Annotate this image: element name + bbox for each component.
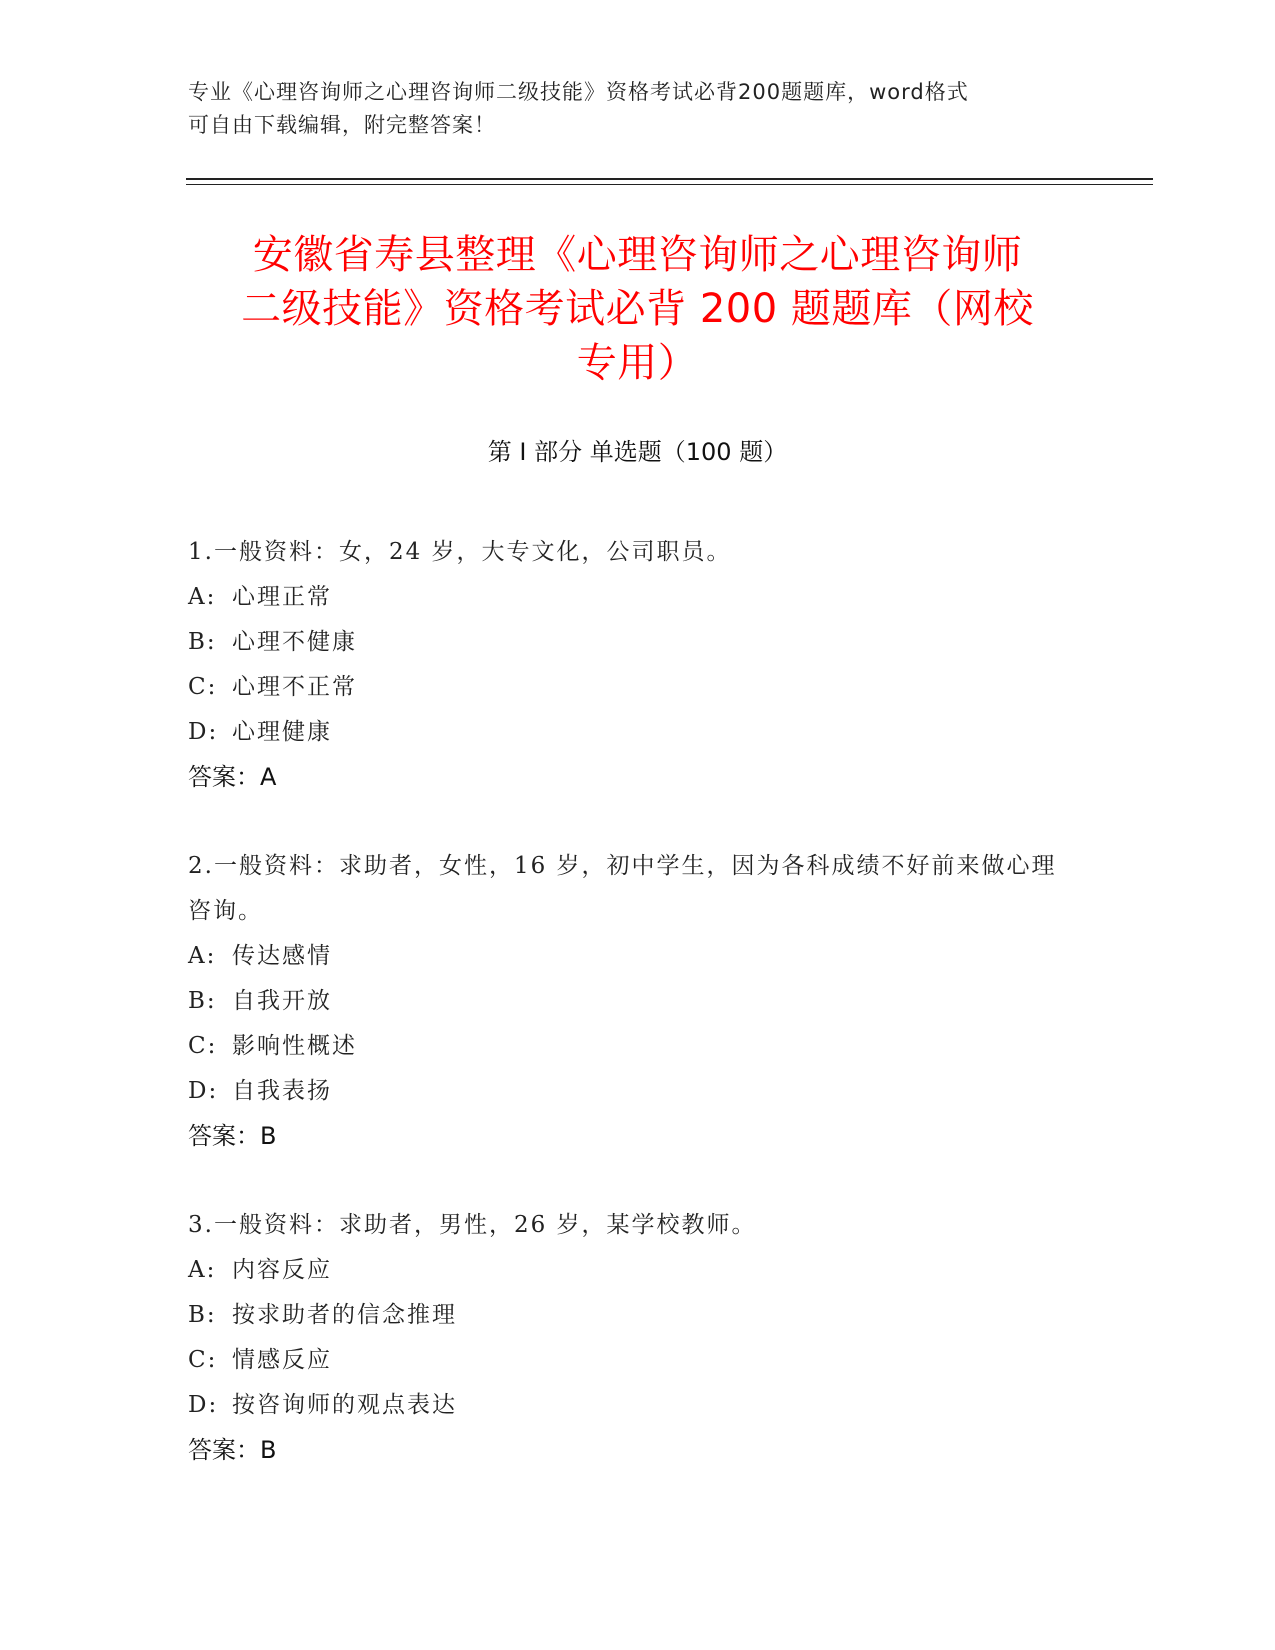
option-a [188,934,1078,979]
answer-line: 答案：B [188,1436,277,1464]
header-note-line-2: 可自由下载编辑，附完整答案！ [188,113,496,137]
question-stem: 2.一般资料：求助者，女性，16 岁，初中学生，因为各科成绩不好前来做心理咨询。 [188,853,1057,924]
question-item [188,530,1078,800]
question-list [188,530,1078,1517]
option-d [188,1069,1078,1114]
question-item [188,1203,1078,1473]
option-c [188,1338,1078,1383]
question-stem: 3.一般资料：求助者，男性，26 岁，某学校教师。 [188,1212,757,1238]
option-letter: C: [188,1033,218,1059]
answer-line: 答案：B [188,1122,277,1150]
question-item [188,844,1078,1159]
option-d [188,710,1078,755]
option-text: 按咨询师的观点表达 [232,1392,457,1418]
document-title-line-1: 安徽省寿县整理《心理咨询师之心理咨询师 [252,232,1023,278]
header-divider-thick [186,178,1153,180]
option-text: 按求助者的信念推理 [232,1302,457,1328]
option-letter: C: [188,1347,218,1373]
header-divider-thin [186,184,1153,185]
document-title [150,228,1125,390]
option-letter: D: [188,719,219,745]
option-text: 自我开放 [232,988,332,1014]
option-b [188,1293,1078,1338]
option-letter: D: [188,1078,219,1104]
option-letter: A: [188,943,217,969]
option-text: 内容反应 [232,1257,332,1283]
option-text: 传达感情 [232,943,332,969]
option-text: 心理健康 [232,719,332,745]
option-c [188,1024,1078,1069]
option-b [188,979,1078,1024]
option-text: 心理不健康 [232,629,357,655]
option-text: 情感反应 [232,1347,332,1373]
option-letter: B: [188,1302,217,1328]
option-text: 心理不正常 [232,674,357,700]
option-c [188,665,1078,710]
document-title-line-2: 二级技能》资格考试必背 200 题题库（网校 [241,286,1034,332]
option-a [188,1248,1078,1293]
option-letter: C: [188,674,218,700]
option-letter: D: [188,1392,219,1418]
answer-line: 答案：A [188,763,277,791]
option-a [188,575,1078,620]
option-text: 自我表扬 [232,1078,332,1104]
section-heading: 第 I 部分 单选题（100 题） [487,438,788,466]
option-letter: A: [188,1257,217,1283]
option-text: 影响性概述 [232,1033,357,1059]
option-d [188,1383,1078,1428]
option-letter: B: [188,988,217,1014]
question-stem: 1.一般资料：女，24 岁，大专文化，公司职员。 [188,539,732,565]
header-note-line-1: 专业《心理咨询师之心理咨询师二级技能》资格考试必背200题题库，word格式 [188,80,969,104]
option-b [188,620,1078,665]
option-text: 心理正常 [232,584,332,610]
document-title-line-3: 专用） [576,340,699,386]
header-note [188,76,1068,142]
option-letter: A: [188,584,217,610]
option-letter: B: [188,629,217,655]
